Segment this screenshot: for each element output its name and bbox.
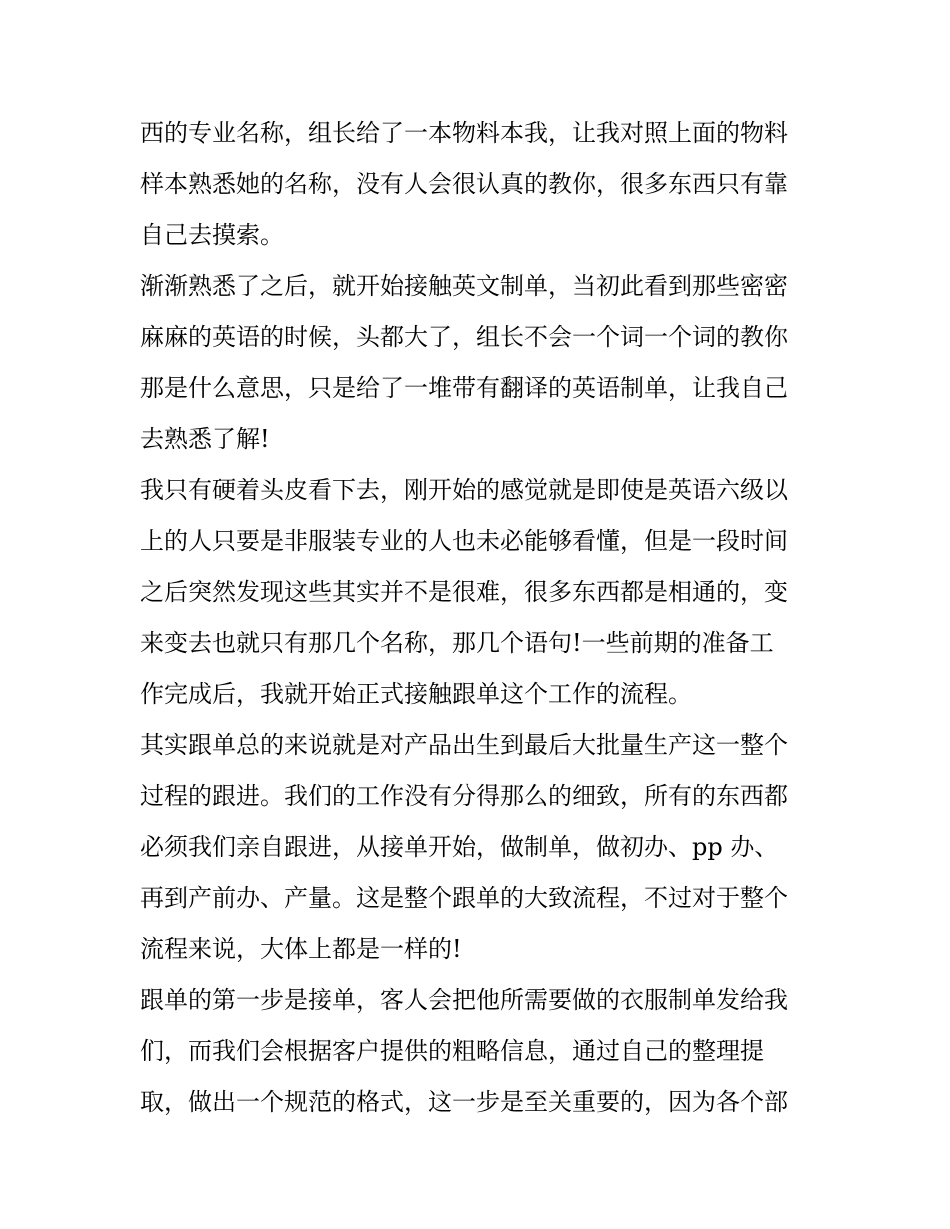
text-line: 西的专业名称，组长给了一本物料本我，让我对照上面的物料	[140, 119, 788, 147]
text-line: 那是什么意思，只是给了一堆带有翻译的英语制单，让我自己	[140, 374, 788, 402]
text-line: 样本熟悉她的名称，没有人会很认真的教你，很多东西只有靠	[140, 170, 788, 198]
text-line: 跟单的第一步是接单，客人会把他所需要做的衣服制单发给我	[140, 986, 788, 1014]
text-line: 过程的跟进。我们的工作没有分得那么的细致，所有的东西都	[140, 782, 788, 810]
text-line: 作完成后，我就开始正式接触跟单这个工作的流程。	[140, 680, 692, 708]
text-line: 自己去摸索。	[140, 221, 284, 249]
text-line: 取，做出一个规范的格式，这一步是至关重要的，因为各个部	[140, 1088, 788, 1116]
text-line: 再到产前办、产量。这是整个跟单的大致流程，不过对于整个	[140, 884, 788, 912]
body-text	[140, 108, 820, 1128]
text-line: 来变去也就只有那几个名称，那几个语句!一些前期的准备工	[140, 629, 774, 657]
text-line: 必须我们亲自跟进，从接单开始，做制单，做初办、pp 办、	[140, 833, 779, 861]
text-line: 们，而我们会根据客户提供的粗略信息，通过自己的整理提	[140, 1037, 764, 1065]
text-line: 麻麻的英语的时候，头都大了，组长不会一个词一个词的教你	[140, 323, 788, 351]
text-line: 去熟悉了解!	[140, 425, 270, 453]
text-line: 渐渐熟悉了之后，就开始接触英文制单，当初此看到那些密密	[140, 272, 788, 300]
text-line: 上的人只要是非服装专业的人也未必能够看懂，但是一段时间	[140, 527, 788, 555]
text-line: 其实跟单总的来说就是对产品出生到最后大批量生产这一整个	[140, 731, 788, 759]
text-line: 我只有硬着头皮看下去，刚开始的感觉就是即使是英语六级以	[140, 476, 788, 504]
text-line: 之后突然发现这些其实并不是很难，很多东西都是相通的，变	[140, 578, 788, 606]
text-line: 流程来说，大体上都是一样的!	[140, 935, 462, 963]
